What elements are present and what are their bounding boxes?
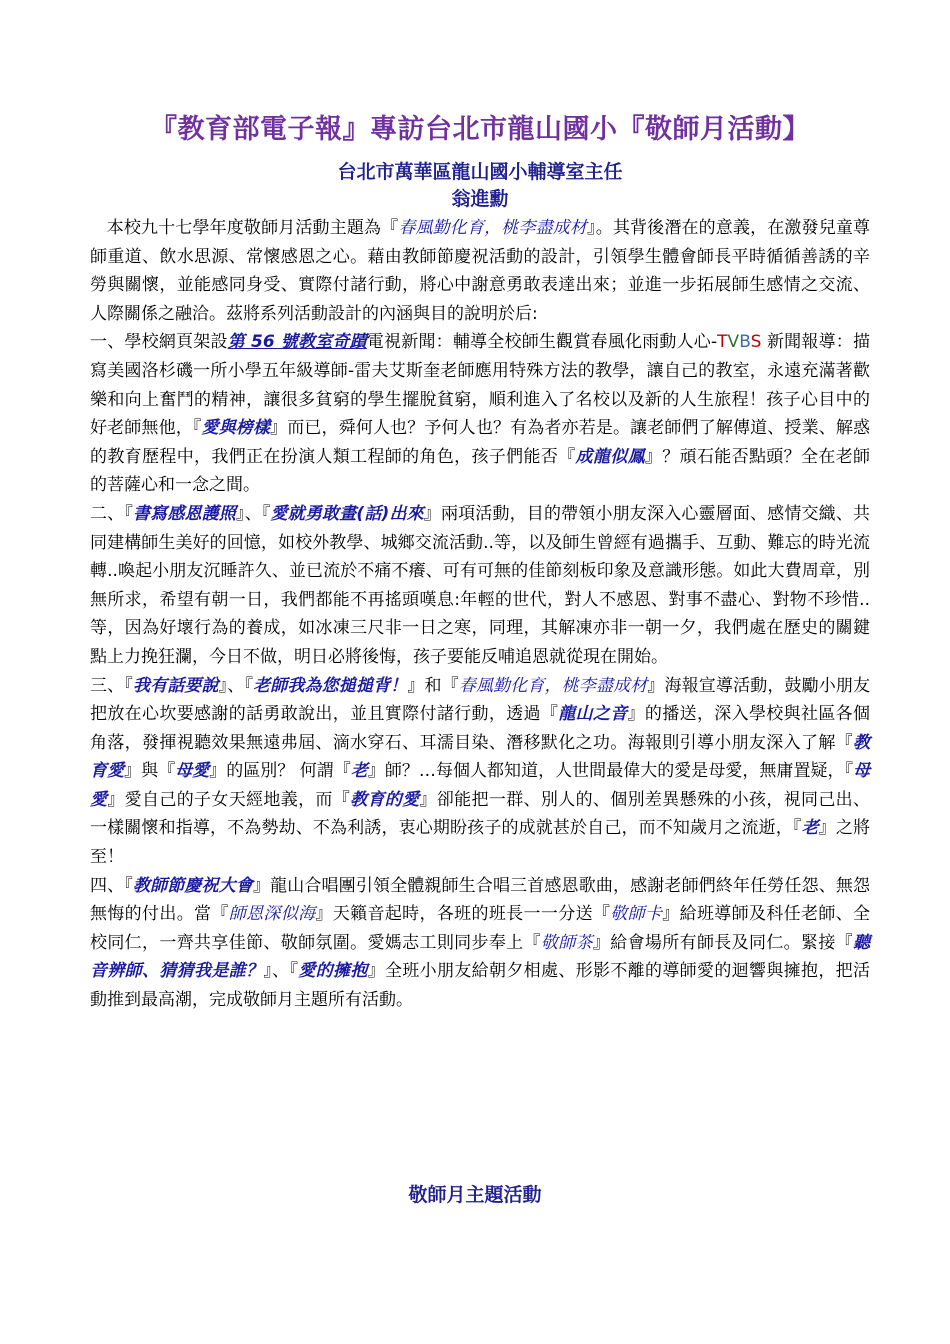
highlight-text: 成龍似鳳 <box>575 446 645 467</box>
text-run: 』卻能把一群、別人的、個別差異懸殊的小孩，視同己出、一樣關懷和指導，不為勢劫、不為利誘，衷心期盼孩子的成就甚於自己，而不知歲月之流逝，『 <box>90 789 871 839</box>
tvbs-logo-letter: B <box>739 332 751 353</box>
highlight-text: 老師我為您搥搥背！ <box>253 675 408 696</box>
classroom-56-link[interactable]: 第 56 號教室奇蹟 <box>227 332 367 353</box>
text-run: 』給會場所有師長及同仁。緊接『 <box>592 932 854 953</box>
text-run: 』給班導師及科任老師、全校同仁，一齊共享佳節、敬師氛圍。愛媽志工則同步奉上『 <box>90 904 871 953</box>
text-run: 』之將至！ <box>90 818 871 868</box>
highlight-text: 愛與榜樣 <box>201 418 271 439</box>
text-run: 三、『 <box>90 675 133 696</box>
text-run: 』、『 <box>236 503 271 524</box>
highlight-text: 教師節慶祝大會 <box>132 875 253 896</box>
theme-highlight: 春風勤化育，桃李盡成材 <box>398 218 588 238</box>
highlight-text: 敬師卡 <box>610 904 663 925</box>
text-run: 新聞報導：描寫美國洛杉磯一所小學五年級導師-雷夫艾斯奎老師應用特殊方法的教學，讓自己的教室，永遠充滿著歡樂和向上奮鬥的精神，讓很多貧窮的學生擺脫貧窮，順利進入了名校以及新的人生旅程！孩子心目中的好老師無他，『 <box>90 332 871 439</box>
list-item-2 <box>90 500 870 672</box>
text-run: 電視新聞：輔導全校師生觀賞春風化雨動人心- <box>366 332 718 353</box>
text-run: 』而已，舜何人也？予何人也？有為者亦若是。讓老師們了解傳道、授業、解惑的教育歷程中，我們正在扮演人類工程師的角色，孩子們能否『 <box>90 418 871 467</box>
author-name: 翁進勳 <box>451 188 509 210</box>
highlight-text: 母愛 <box>90 761 871 810</box>
text-run: 二、『 <box>90 503 134 524</box>
text-run: 四、『 <box>90 875 133 896</box>
tvbs-logo-letter: S <box>750 332 762 353</box>
text-run: 』、『 <box>218 675 254 696</box>
text-run: 』和『 <box>407 675 459 696</box>
text-run: 』的區別？ 何謂『 <box>209 761 351 782</box>
article-body <box>90 214 870 1015</box>
highlight-text: 我有話要說 <box>132 675 219 696</box>
section-heading: 敬師月主題活動 <box>408 1184 542 1206</box>
highlight-text: 母愛 <box>175 761 210 782</box>
highlight-text: 老 <box>801 818 819 839</box>
text-run: 』愛自己的子女天經地義，而『 <box>107 789 351 810</box>
document-page <box>90 110 870 1015</box>
text-run: 』兩項活動，目的帶領小朋友深入心靈層面、感情交織、共同建構師生美好的回憶，如校外教學、城鄉交流活動..等，以及師生曾經有過攜手、互動、難忘的時光流轉..喚起小朋友沉睡許久、並已流於不痛不癢、可有可無的佳節刻板印象及意識形態。如此大費周章，別無所求，希望有朝一日，我們都能不再搖頭嘆息:年輕的世代，對人不感恩、對事不盡心、對物不珍惜..等，因為好壞行為的養成，如冰凍三尺非一日之寒，同理，其解凍亦非一朝一夕，我們處在歷史的關鍵點上力挽狂瀾，今日不做，明日必將後悔，孩子要能反哺追恩就從現在開始。 <box>90 503 871 667</box>
text-run: 』師？…每個人都知道，人世間最偉大的愛是母愛，無庸置疑，『 <box>367 761 854 782</box>
text-run: 一、學校網頁架設 <box>90 332 228 353</box>
text-run: 』。其背後潛在的意義，在激發兒童尊師重道、飲水思源、常懷感恩之心。藉由教師節慶祝活動的設計，引領學生體會師長平時循循善誘的辛勞與關懷，並能感同身受、實際付諸行動，將心中謝意勇敢表達出來；並進一步拓展師生感情之交流、人際關係之融洽。茲將系列活動設計的內涵與目的說明於后: <box>90 218 871 324</box>
page-title: 『教育部電子報』專訪台北市龍山國小『敬師月活動】 <box>150 114 810 145</box>
text-run: 』全班小朋友給朝夕相處、形影不離的導師愛的迴響與擁抱，把活動推到最高潮，完成敬師月主題所有活動。 <box>90 961 871 1011</box>
text-run: 』與『 <box>124 761 176 782</box>
tvbs-logo-letter: T <box>717 332 728 353</box>
highlight-text: 書寫感恩護照 <box>133 503 237 524</box>
highlight-text: 教育愛 <box>90 732 870 782</box>
highlight-text: 龍山之音 <box>558 704 628 725</box>
text-run: 』、『 <box>263 961 299 982</box>
text-run: 』？頑石能否點頭？全在老師的菩薩心和一念之間。 <box>90 446 871 496</box>
tvbs-logo-letter: V <box>727 332 740 353</box>
highlight-text: 老 <box>350 761 368 782</box>
list-item-1 <box>90 328 870 500</box>
highlight-text: 聽音辨師、猜猜我是誰？ <box>90 932 871 982</box>
highlight-text: 敬師茶 <box>540 932 593 953</box>
highlight-text: 愛的擁抱 <box>298 961 368 982</box>
list-item-4 <box>90 872 870 1015</box>
highlight-text: 愛就勇敢畫(話)出來 <box>270 503 424 524</box>
highlight-text: 教育的愛 <box>350 789 420 810</box>
text-run: 本校九十七學年度敬師月活動主題為『 <box>106 218 399 238</box>
text-run: 』海報宣導活動，鼓勵小朋友把放在心坎要感謝的話勇敢說出，並且實際付諸行動，透過『 <box>90 675 871 725</box>
list-item-3 <box>90 672 870 872</box>
text-run: 』龍山合唱團引領全體親師生合唱三首感恩歌曲，感謝老師們終年任勞任怨、無怨無悔的付出。當『 <box>90 875 871 925</box>
highlight-text: 師恩深似海 <box>228 904 316 925</box>
author-position: 台北市萬華區龍山國小輔導室主任 <box>337 161 623 183</box>
highlight-text: 春風勤化育，桃李盡成材 <box>458 675 648 696</box>
text-run: 』的播送，深入學校與社區各個角落，發揮視聽效果無遠弗屆、滴水穿石、耳濡目染、潛移默化之功。海報則引導小朋友深入了解『 <box>90 704 871 753</box>
intro-paragraph <box>90 214 870 328</box>
text-run: 』天籟音起時，各班的班長一一分送『 <box>315 904 611 925</box>
